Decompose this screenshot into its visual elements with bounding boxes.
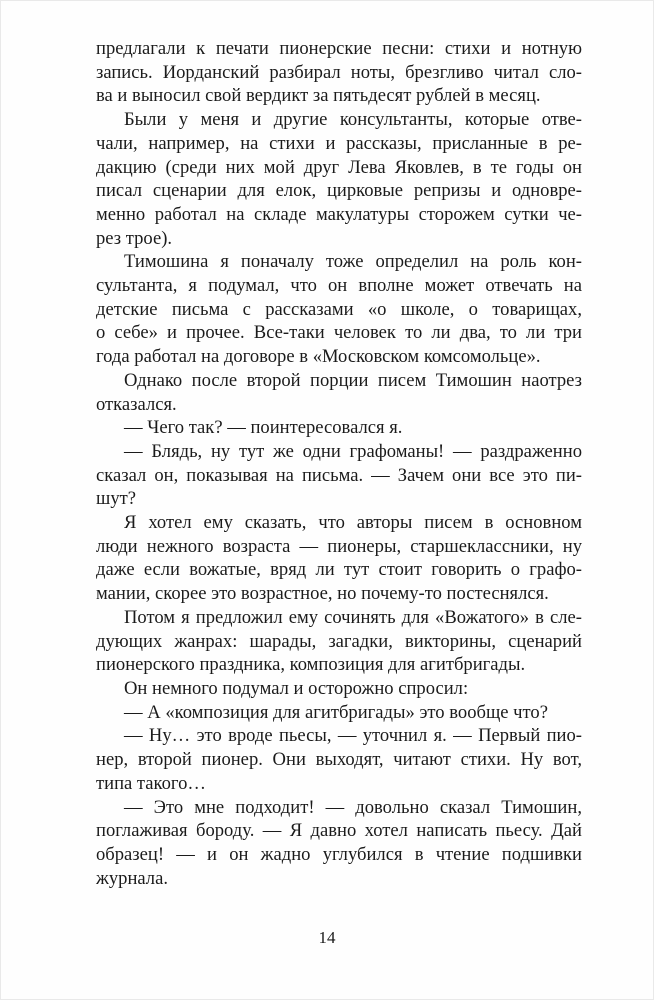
page-number: 14 — [318, 928, 336, 947]
text-line: детские письма с рассказами «о школе, о товарищах, — [96, 298, 582, 320]
text-line: — Это мне подходит! — довольно сказал Тимошин, — [124, 796, 582, 818]
text-line: чали, например, на стихи и рассказы, присланные в ре- — [96, 132, 582, 154]
paragraph — [96, 796, 582, 891]
text-block — [96, 37, 582, 890]
paragraph — [96, 701, 582, 725]
paragraph — [96, 606, 582, 677]
text-line: Тимошина я поначалу тоже определил на роль кон- — [124, 251, 582, 273]
text-line: сказал он, показывая на письма. — Зачем они все это пи- — [96, 464, 582, 486]
text-line: Я хотел ему сказать, что авторы писем в основном — [124, 512, 582, 534]
text-line: люди нежного возраста — пионеры, старшеклассники, ну — [96, 535, 582, 557]
text-line: типа такого… — [96, 772, 206, 794]
text-line: образец! — и он жадно углубился в чтение подшивки — [96, 843, 582, 865]
text-line: Потом я предложил ему сочинять для «Вожатого» в сле- — [124, 606, 582, 628]
text-line: — Блядь, ну тут же одни графоманы! — раздраженно — [124, 440, 582, 462]
paragraph — [96, 724, 582, 795]
text-line: года работал на договоре в «Московском комсомольце». — [96, 346, 541, 368]
text-line: Однако после второй порции писем Тимошин наотрез — [124, 369, 582, 391]
text-line: писал сценарии для елок, цирковые репризы и одновре- — [96, 180, 582, 202]
text-line: о себе» и прочее. Все-таки человек то ли два, то ли три — [96, 322, 582, 344]
text-line: — Ну… это вроде пьесы, — уточнил я. — Первый пио- — [124, 725, 582, 747]
text-line: предлагали к печати пионерские песни: стихи и нотную — [96, 38, 582, 59]
text-line: запись. Иорданский разбирал ноты, брезгливо читал сло- — [96, 61, 582, 83]
paragraph — [96, 37, 582, 108]
text-line: отказался. — [96, 393, 177, 415]
text-line: дующих жанрах: шарады, загадки, викторины, сценарий — [96, 630, 582, 652]
paragraph — [96, 511, 582, 606]
paragraph — [96, 416, 582, 440]
text-line: поглаживая бороду. — Я давно хотел написать пьесу. Дай — [96, 820, 582, 842]
paragraph — [96, 677, 582, 701]
text-line: дакцию (среди них мой друг Лева Яковлев, в те годы он — [96, 156, 582, 178]
text-line: мании, скорее это возрастное, но почему-то постеснялся. — [96, 583, 549, 605]
text-line: пионерского праздника, композиция для агитбригады. — [96, 654, 526, 676]
text-line: нер, второй пионер. Они выходят, читают стихи. Ну вот, — [96, 749, 582, 771]
text-line: Он немного подумал и осторожно спросил: — [124, 677, 469, 699]
text-line: журнала. — [96, 867, 168, 889]
text-line: — Чего так? — поинтересовался я. — [124, 417, 403, 439]
text-line: рез трое). — [96, 227, 173, 249]
paragraph — [96, 250, 582, 369]
text-line: шут? — [96, 488, 136, 510]
text-line: даже если вожатые, вряд ли тут стоит говорить о графо- — [96, 559, 582, 581]
paragraph — [96, 440, 582, 511]
text-line: менно работал на складе макулатуры сторожем сутки че- — [96, 203, 582, 225]
text-line: сультанта, я подумал, что он вполне может отвечать на — [96, 275, 582, 297]
text-line: — А «композиция для агитбригады» это вообще что? — [124, 701, 548, 723]
paragraph — [96, 369, 582, 416]
text-line: Были у меня и другие консультанты, которые отве- — [124, 109, 582, 131]
text-line: ва и выносил свой вердикт за пятьдесят рублей в месяц. — [96, 85, 541, 107]
paragraph — [96, 108, 582, 250]
